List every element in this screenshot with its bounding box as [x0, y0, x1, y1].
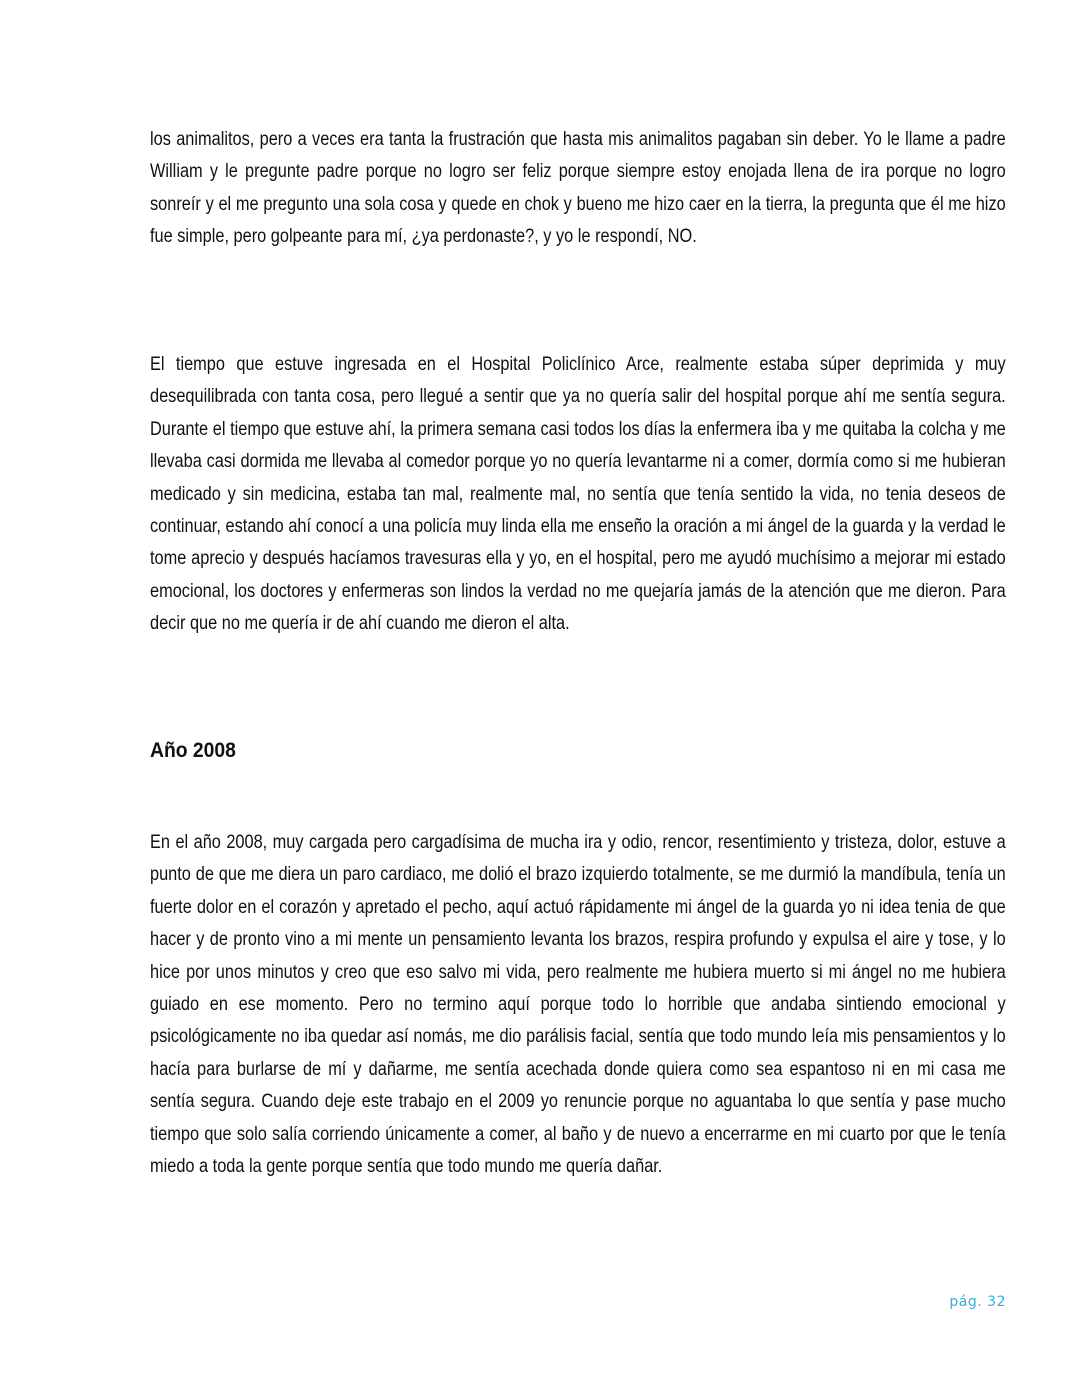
paragraph-3: En el año 2008, muy cargada pero cargadísima de mucha ira y odio, rencor, resentimiento y tristeza, dolor, estuve a punto de que me diera un paro cardiaco, me dolió el brazo izquierdo totalmente, se me durmió la mandíbula, tenía un fuerte dolor en el corazón y apretado el pecho, aquí actuó rápidamente mi ángel de la guarda yo ni idea tenia de que hacer y de pronto vino a mi mente un pensamiento levanta los brazos, respira profundo y expulsa el aire y tose, y lo hice por unos minutos y creo que eso salvo mi vida, pero realmente me hubiera muerto si mi ángel no me hubiera guiado en ese momento. Pero no termino aquí porque todo lo horrible que andaba sintiendo emocional y psicológicamente no iba quedar así nomás, me dio parálisis facial, sentía que todo mundo leía mis pensamientos y lo hacía para burlarse de mí y dañarme, me sentía acechada donde quiera como sea espantoso ni en mi casa me sentía segura. Cuando deje este trabajo en el 2009 yo renuncie porque no aguantaba lo que sentía y pase mucho tiempo que solo salía corriendo únicamente a comer, al baño y de nuevo a encerrarme en mi cuarto por que le tenía miedo a toda la gente porque sentía que todo mundo me quería dañar. — [150, 832, 1006, 1178]
section-heading: Año 2008 — [150, 739, 236, 762]
page-number: pág. 32 — [949, 1294, 1006, 1310]
paragraph-1: los animalitos, pero a veces era tanta la frustración que hasta mis animalitos pagaban sin deber. Yo le llame a padre William y le pregunte padre porque no logro ser feliz porque siempre estoy enojada llena de ira porque no logro sonreír y el me pregunto una sola cosa y quede en chok y bueno me hizo caer en la tierra, la pregunta que él me hizo fue simple, pero golpeante para mí, ¿ya perdonaste?, y yo le respondí, NO. — [150, 129, 1006, 248]
paragraph-2: El tiempo que estuve ingresada en el Hospital Policlínico Arce, realmente estaba súper deprimida y muy desequilibrada con tanta cosa, pero llegué a sentir que ya no quería salir del hospital porque ahí me sentía segura. Durante el tiempo que estuve ahí, la primera semana casi todos los días la enfermera iba y me quitaba la colcha y me llevaba casi dormida me llevaba al comedor porque yo no quería levantarme ni a comer, dormía como si me hubieran medicado y sin medicina, estaba tan mal, realmente mal, no sentía que tenía sentido la vida, no tenia deseos de continuar, estando ahí conocí a una policía muy linda ella me enseño la oración a mi ángel de la guarda y la verdad le tome aprecio y después hacíamos travesuras ella y yo, en el hospital, pero me ayudó muchísimo a mejorar mi estado emocional, los doctores y enfermeras son lindos la verdad no me quejaría jamás de la atención que me dieron. Para decir que no me quería ir de ahí cuando me dieron el alta. — [150, 354, 1006, 635]
